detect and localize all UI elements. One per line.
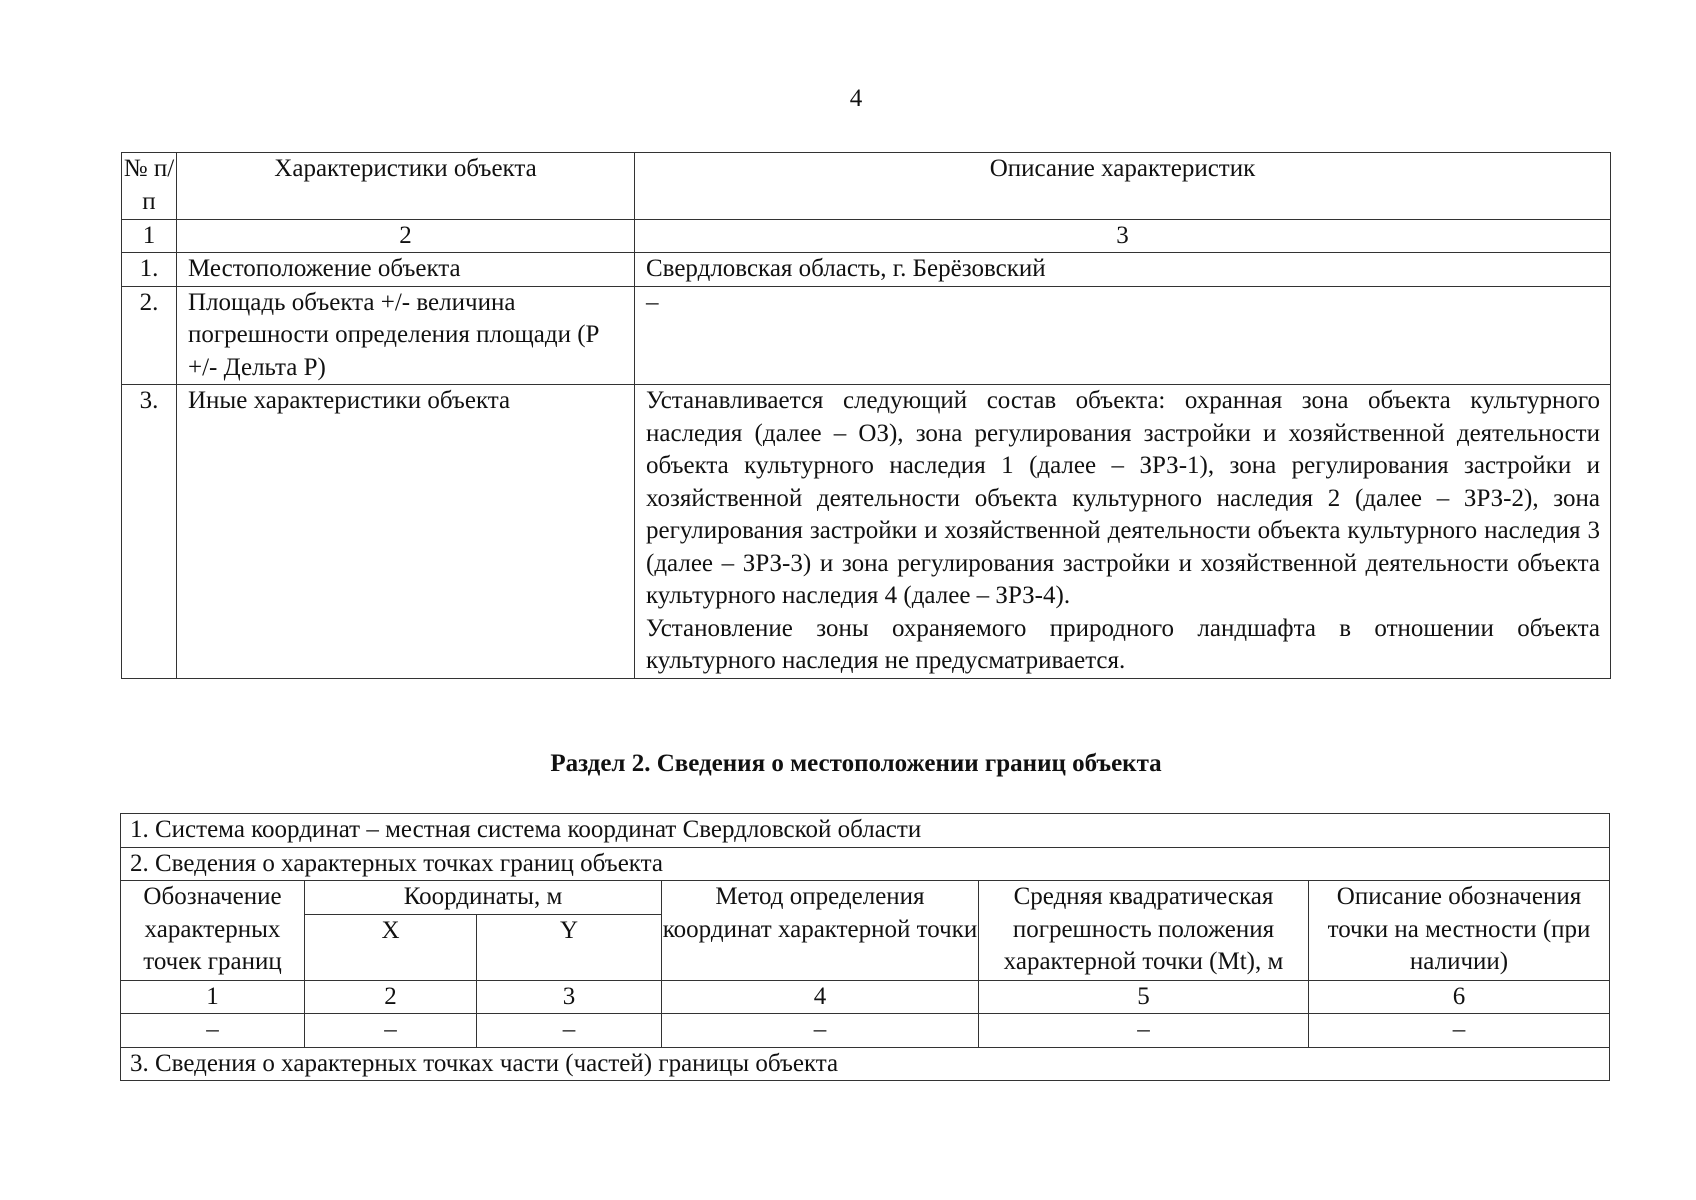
row-characteristic: Иные характеристики объекта xyxy=(177,385,635,679)
page-number: 4 xyxy=(849,85,863,112)
cell-value: – xyxy=(1309,1014,1610,1048)
cell-value: – xyxy=(121,1014,305,1048)
cell-value: – xyxy=(305,1014,477,1048)
row-num: 2. xyxy=(122,286,177,385)
parts-heading-row xyxy=(121,1047,1610,1081)
row-description: – xyxy=(635,286,1611,385)
column-number: 3 xyxy=(477,980,662,1014)
boundary-points-table xyxy=(120,813,1610,1081)
description-paragraph: Устанавливается следующий состав объекта: охранная зона объекта культурного наследия (далее – ОЗ), зона регулирования застройки и хозяйственной деятельности объекта культурного наследия 1 (далее – ЗРЗ-1), зона регулирования застройки и хозяйственной деятельности объекта культурного наследия 2 (далее – ЗРЗ-2), зона регулирования застройки и хозяйственной деятельности объекта культурного наследия 3 (далее – ЗРЗ-3) и зона регулирования застройки и хозяйственной деятельности объекта культурного наследия 4 (далее – ЗРЗ-4). xyxy=(646,387,1600,609)
points-heading-row xyxy=(121,847,1610,881)
header-method: Метод определения координат характерной точки xyxy=(662,881,979,981)
header-description: Описание характеристик xyxy=(635,153,1611,220)
table-header-row xyxy=(121,881,1610,915)
header-coordinates: Координаты, м xyxy=(305,881,662,915)
row-num: 3. xyxy=(122,385,177,679)
header-error: Средняя квадратическая погрешность положения характерной точки (Mt), м xyxy=(979,881,1309,981)
header-characteristic: Характеристики объекта xyxy=(177,153,635,220)
points-heading: 2. Сведения о характерных точках границ объекта xyxy=(121,847,1610,881)
column-number: 5 xyxy=(979,980,1309,1014)
header-num: № п/п xyxy=(122,153,177,220)
object-characteristics-table xyxy=(121,152,1611,679)
row-num: 1. xyxy=(122,253,177,287)
header-designation: Обозначение характерных точек границ xyxy=(121,881,305,981)
section-title: Раздел 2. Сведения о местоположении границ объекта xyxy=(550,750,1162,777)
table-row xyxy=(122,286,1611,385)
header-y: Y xyxy=(477,914,662,980)
parts-heading: 3. Сведения о характерных точках части (частей) границы объекта xyxy=(121,1047,1610,1081)
table-row xyxy=(121,1014,1610,1048)
coord-system: 1. Система координат – местная система координат Свердловской области xyxy=(121,814,1610,848)
row-description: Свердловская область, г. Берёзовский xyxy=(635,253,1611,287)
column-number: 1 xyxy=(121,980,305,1014)
table-header-row xyxy=(122,153,1611,220)
column-number: 4 xyxy=(662,980,979,1014)
table-row xyxy=(122,253,1611,287)
column-number: 3 xyxy=(635,220,1611,253)
column-numbers-row xyxy=(121,980,1610,1014)
cell-value: – xyxy=(662,1014,979,1048)
table-row xyxy=(122,385,1611,679)
coord-system-row xyxy=(121,814,1610,848)
column-number: 2 xyxy=(305,980,477,1014)
row-characteristic: Местоположение объекта xyxy=(177,253,635,287)
column-number: 2 xyxy=(177,220,635,253)
header-description: Описание обозначения точки на местности (при наличии) xyxy=(1309,881,1610,981)
cell-value: – xyxy=(477,1014,662,1048)
column-number: 6 xyxy=(1309,980,1610,1014)
column-numbers-row xyxy=(122,220,1611,253)
header-x: X xyxy=(305,914,477,980)
row-characteristic: Площадь объекта +/- величина погрешности определения площади (Р +/- Дельта Р) xyxy=(177,286,635,385)
row-description xyxy=(635,385,1611,679)
description-paragraph: Установление зоны охраняемого природного ландшафта в отношении объекта культурного наследия не предусматривается. xyxy=(646,614,1600,674)
column-number: 1 xyxy=(122,220,177,253)
cell-value: – xyxy=(979,1014,1309,1048)
